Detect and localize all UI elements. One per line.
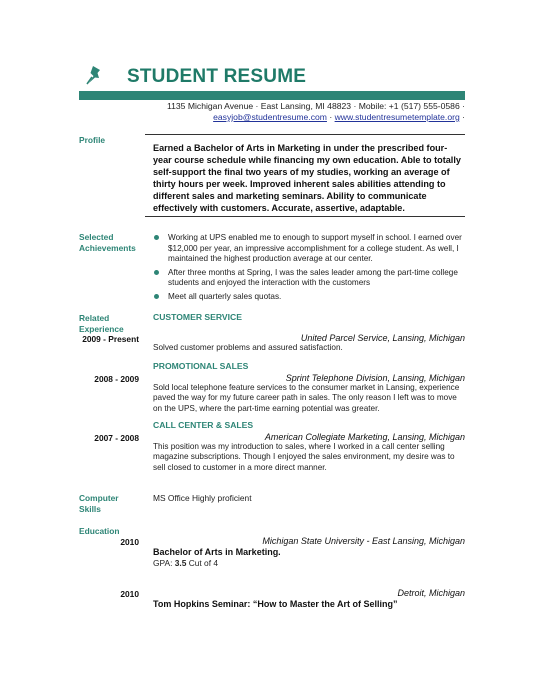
- gpa-prefix: GPA:: [153, 558, 175, 568]
- contact-address: 1135 Michigan Avenue · East Lansing, MI 48823 · Mobile: +1 (517) 555-0586 ·: [166, 101, 465, 111]
- achievement-text: Meet all quarterly sales quotas.: [168, 291, 282, 301]
- experience-label-line1: Related: [79, 313, 110, 323]
- job-employer: American Collegiate Marketing, Lansing, Michigan: [264, 432, 465, 442]
- website-link[interactable]: www.studentresumetemplate.org: [334, 112, 460, 122]
- email-link[interactable]: easyjob@studentresume.com: [213, 112, 327, 122]
- job-description: This position was my introduction to sales, where I worked in a call center selling magazine subscriptions. Though I enjoyed the sales environment, my desire was to sell closed to customer in a more direct manner.: [153, 442, 455, 472]
- job-dates: 2009 - Present: [82, 334, 139, 344]
- list-item: [153, 268, 465, 289]
- contact-separator: ·: [326, 112, 335, 122]
- list-item: [153, 292, 465, 303]
- education-gpa: [153, 558, 218, 568]
- achievement-text: After three months at Spring, I was the sales leader among the part-time college students and enjoyed the interaction with the customers: [168, 267, 458, 287]
- skills-label: [79, 493, 149, 515]
- contact-trailing: ·: [459, 112, 465, 122]
- profile-top-rule: [145, 134, 465, 135]
- job-dates: 2008 - 2009: [94, 374, 139, 384]
- contact-block: [155, 101, 465, 123]
- bullet-icon: [154, 235, 159, 240]
- gpa-value: 3.5: [174, 558, 187, 568]
- header-bar: [79, 91, 465, 100]
- job-description: Sold local telephone feature services to the consumer market in Lansing, experience paved the way for my future career path in sales. The only reason I left was to move on the UPS, where the part-time earning potential was greater.: [153, 383, 460, 413]
- profile-text: Earned a Bachelor of Arts in Marketing in under the prescribed four-year course schedule while financing my own education. Able to totally self-support the final two years of my studies, working an average of thirty hours per week. Improved inherent sales abilities attending to different sales and marketing seminars. Ability to communicate effectively with customers. Accurate, assertive, adaptable.: [153, 143, 461, 213]
- bullet-icon: [154, 270, 159, 275]
- education-degree: Tom Hopkins Seminar: “How to Master the Art of Selling”: [153, 599, 398, 609]
- job-title: CUSTOMER SERVICE: [153, 312, 242, 322]
- achievements-list: [153, 233, 465, 305]
- job-employer: United Parcel Service, Lansing, Michigan: [300, 333, 465, 343]
- skills-label-line1: Computer: [79, 493, 119, 503]
- list-item: [153, 233, 465, 265]
- experience-label-line2: Experience: [79, 324, 124, 334]
- job-dates: 2007 - 2008: [94, 433, 139, 443]
- achievements-label-line2: Achievements: [79, 243, 136, 253]
- experience-label: [79, 313, 149, 335]
- job-title: CALL CENTER & SALES: [153, 420, 254, 430]
- education-degree: Bachelor of Arts in Marketing.: [153, 547, 281, 557]
- pushpin-icon: [84, 64, 106, 86]
- education-year: 2010: [120, 589, 139, 599]
- resume-title: STUDENT RESUME: [127, 66, 307, 87]
- education-label: Education: [79, 526, 120, 536]
- education-year: 2010: [120, 537, 139, 547]
- job-description: Solved customer problems and assured satisfaction.: [153, 343, 343, 352]
- skills-text: MS Office Highly proficient: [153, 493, 252, 503]
- achievement-text: Working at UPS enabled me to enough to support myself in school. I earned over $12,000 per year, an impressive accomplishment for a college student. As well, I maintained the highest production average at our center.: [168, 233, 462, 263]
- education-institution: Detroit, Michigan: [397, 588, 465, 598]
- achievements-label: [79, 232, 149, 254]
- job-title: PROMOTIONAL SALES: [153, 361, 249, 371]
- education-institution: Michigan State University - East Lansing, Michigan: [262, 536, 465, 546]
- contact-links: [155, 112, 465, 123]
- bullet-icon: [154, 294, 159, 299]
- gpa-suffix: Cut of 4: [186, 558, 219, 568]
- profile-bottom-rule: [145, 216, 465, 217]
- skills-label-line2: Skills: [79, 504, 101, 514]
- achievements-label-line1: Selected: [79, 232, 114, 242]
- job-employer: Sprint Telephone Division, Lansing, Michigan: [285, 373, 465, 383]
- profile-label: Profile: [79, 135, 106, 145]
